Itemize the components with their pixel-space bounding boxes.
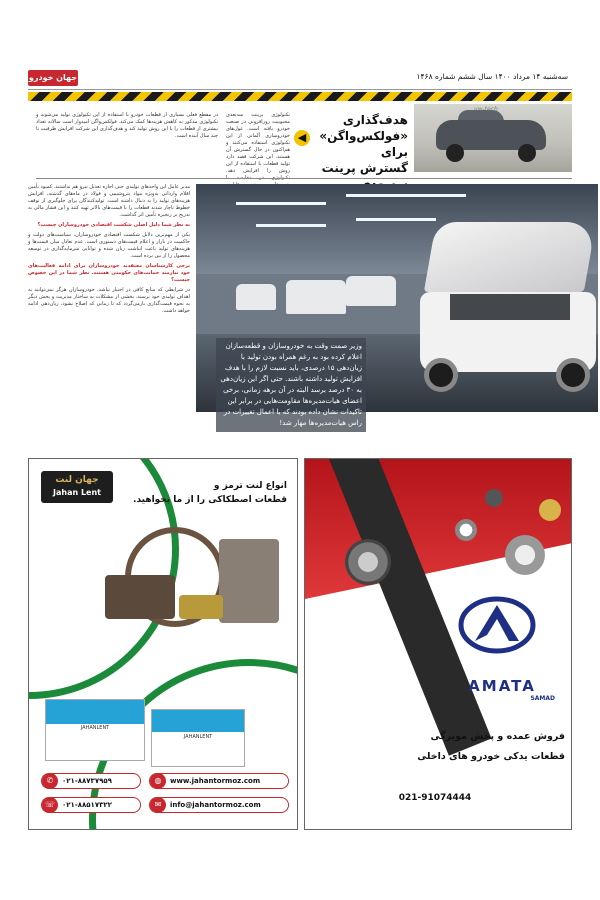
globe-icon: ◍ [150, 773, 166, 789]
title-line: گسترش پرینت [321, 161, 408, 175]
fax-icon: ☏ [42, 797, 58, 813]
mail-icon: ✉ [150, 797, 166, 813]
box-stripe [46, 700, 144, 724]
paragraph: مدیر عامل این واحدهای تولیدی حتی اجازه تعدیل نیرو هم نداشتند. کمبود تأمین اقلام وارداتی به‌ویژه مواد پتروشیمی و فولاد در ماه‌های گذشته، افزایش هزینه‌های تولید را به دنبال داشته است. تولیدکنندگان برای جلوگیری از توقف خطوط ناچار شدند قطعات را با قیمت‌های بالاتر تهیه کنند و این فشار مالی به تدریج بر زنجیره تأمین اثر گذاشت. [28, 184, 190, 218]
phone-number: ۰۲۱-۸۸۷۳۷۹۵۹ [62, 777, 112, 785]
vw-article-column: در مقطع فعلی بسیاری از قطعات خودرو با استفاده از این تکنولوژی تولید می‌شوند و تکنولوژی مذکور به کاهش هزینه‌ها کمک می‌کند. فولکس‌واگن امیدوار است سالانه تعداد بیشتری از قطعات را با این روش تولید کند و هدف‌گذاری این شرکت افزایش ظرفیت تا چند سال آینده است. [36, 112, 218, 139]
interview-question: برخی کارشناسان معتقدند خودروسازان برای ادامه فعالیت‌های خود نیازمند حمایت‌های حکومتی هستند. نظر شما در این خصوص چیست؟ [28, 263, 190, 283]
phone-icon: ✆ [42, 773, 58, 789]
clutch-disc-part [345, 539, 391, 585]
wheel-icon [424, 358, 458, 392]
newspaper-logo: جهان خودرو [28, 70, 78, 86]
hazard-stripe-divider [28, 92, 572, 101]
background-car [346, 276, 396, 306]
photo-caption: وزیر صمت وقت به خودروسازان و قطعه‌سازان اعلام کرده بود به رغم همراه بودن تولید با زیان‌دهی ۱۵ درصدی، باید نسبت لازم را با هدف افزایش تولید داشته باشند. حتی اگر این زیان‌دهی به ۳۰ درصد برسد البته در آن برهه زمانی، برخی اعضای هیات‌مدیره‌ها مقاومت‌هایی در برابر این تاکیدات نشان داده بودند که با اعمال تغییرات در راس هیات‌مدیره‌ها مهار شد! [216, 338, 366, 432]
vw-article-title [300, 112, 408, 175]
product-box [45, 699, 145, 761]
wheel-icon [446, 144, 464, 162]
phone-contact[interactable] [41, 773, 141, 789]
section-divider [36, 178, 572, 179]
website-url: www.jahantormoz.com [170, 777, 261, 785]
brake-pad [219, 539, 279, 623]
title-line: «فولکس‌واگن» برای [319, 129, 408, 159]
white-sedan [410, 222, 596, 400]
vw-article-photo [414, 104, 572, 172]
background-car [236, 284, 276, 310]
jahan-lent-headline [127, 479, 287, 507]
brake-shoe [179, 595, 223, 619]
jahan-lent-logo [41, 471, 113, 503]
page-header [28, 68, 572, 90]
gear-part [505, 535, 545, 575]
bearing-part [455, 519, 477, 541]
phone-contact[interactable] [41, 797, 141, 813]
ceiling-light [256, 224, 326, 227]
arrow-left-icon: ◀ [294, 130, 310, 146]
ceiling-light [356, 218, 436, 221]
jahan-lent-ad[interactable] [28, 458, 298, 830]
interview-question: به نظر شما دلیل اصلی شکست اقتصادی خودروسازان چیست؟ [37, 222, 190, 228]
box-stripe [152, 710, 244, 732]
issue-line: سه‌شنبه ۱۴ مرداد ۱۴۰۰ سال ششم شماره ۱۴۶۸ [416, 72, 568, 81]
logo-text-fa: جهان لنت [55, 475, 99, 485]
brake-pad [105, 575, 175, 619]
engine-bay [450, 294, 570, 320]
amata-logo-emblem [457, 595, 537, 655]
wheel-icon [518, 144, 536, 162]
ceiling-light [346, 194, 466, 197]
headline-line: قطعات اصطکاکی را از ما بخواهید. [133, 495, 287, 505]
product-box [151, 709, 245, 767]
main-article-text [28, 184, 190, 318]
box-label: JAHANLENT [80, 725, 110, 732]
open-hood [424, 222, 596, 292]
amata-slogan-line: قطعات یدکی خودرو های داخلی [417, 751, 565, 762]
paragraph: یکی از مهم‌ترین دلایل شکست اقتصادی خودروسازان، سیاست‌های دولت و حاکمیت در بازار و اعلام قیمت‌های دستوری است. عدم تعادل میان قیمت‌ها و هزینه‌های تولید باعث انباشت زیان شده و توانایی سرمایه‌گذاری در توسعه محصول را از بین برده است. [28, 232, 190, 259]
amata-ad[interactable] [304, 458, 572, 830]
headline-line: انواع لنت ترمز و [213, 481, 287, 491]
phone-number: ۰۲۱-۸۸۵۱۷۳۲۲ [62, 801, 112, 809]
photo-tag: vw-tech [474, 106, 498, 113]
amata-sub-brand: SAMAD [530, 695, 555, 702]
website-contact[interactable] [149, 773, 289, 789]
paragraph: در شرایطی که منابع کافی در اختیار نباشد، خودروسازان هرگز نمی‌توانند به اهداف تولیدی خود برسند. بخشی از مشکلات به ساختار مدیریت و بخش دیگر به نحوه قیمت‌گذاری بازمی‌گردد که تا زمانی که اصلاح نشود، زیان‌دهی ادامه خواهد داشت. [28, 287, 190, 314]
pulley-part [485, 489, 503, 507]
background-car [286, 280, 346, 314]
filter-part [539, 499, 561, 521]
logo-text-en: Jahan Lent [53, 488, 101, 497]
amata-brand-name: AMATA [468, 677, 536, 695]
amata-slogan-line: فروش عمده و پخش مویرگی [430, 731, 565, 742]
email-address: info@jahantormoz.com [170, 801, 261, 809]
ceiling-light [236, 202, 326, 205]
amata-phone-number[interactable]: 021-91074444 [398, 793, 472, 803]
wheel-icon [556, 358, 590, 392]
title-line: هدف‌گذاری [342, 113, 408, 127]
box-label: JAHANLENT [183, 733, 213, 740]
email-contact[interactable] [149, 797, 289, 813]
vw-article-column: تکنولوژی پرینت سه‌بعدی محبوبیت روزافزونی در صنعت خودرو یافته است. غول‌های خودروسازی آلمانی از این تکنولوژی استفاده می‌کنند و هم‌اکنون در حال گسترش آن هستند. این شرکت قصد دارد تولید قطعات با استفاده از این روش را افزایش دهد. [226, 112, 290, 174]
